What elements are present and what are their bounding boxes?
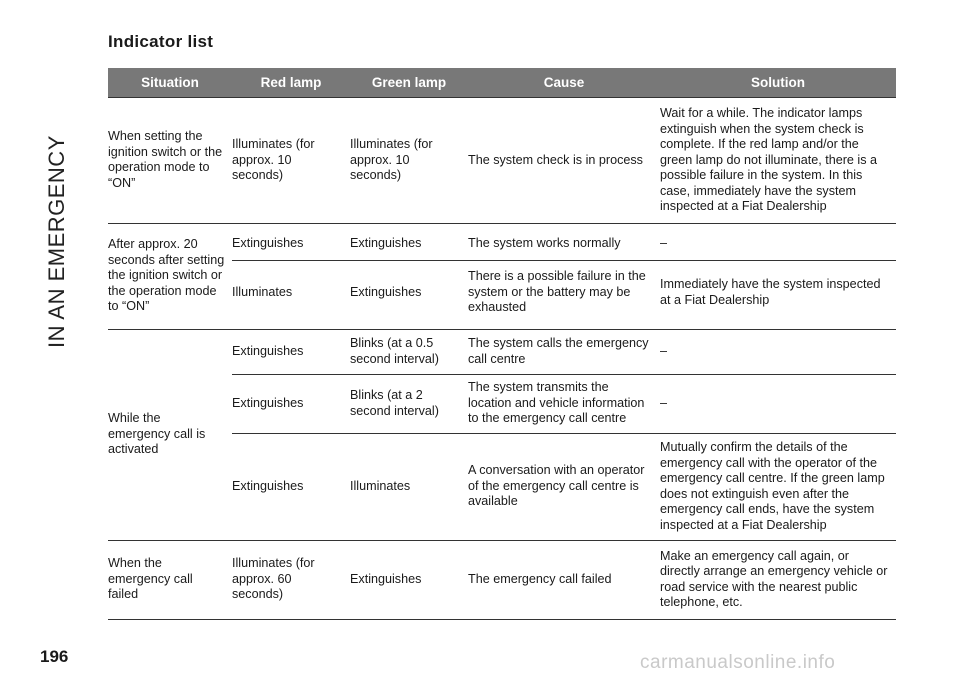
cell-red-lamp: Illuminates [232, 284, 293, 299]
cell-situation: When setting the ignition switch or the operation mode to “ON” [108, 129, 223, 190]
cell-solution: Wait for a while. The indicator lamps extinguish when the system check is complete. If the red lamp and/or the green lamp do not illuminate, there is a possible failure in the system. In this case, immediately have the system inspected at a Fiat Dealership [660, 106, 878, 213]
cell-cause: The system transmits the location and vehicle information to the emergency call centre [468, 380, 645, 426]
table-row [108, 541, 896, 620]
cell-situation: While the emergency call is activated [108, 411, 206, 457]
header-red-lamp: Red lamp [260, 75, 322, 90]
cell-red-lamp: Extinguishes [232, 478, 304, 493]
table-row-group [108, 224, 896, 330]
cell-solution: Immediately have the system inspected at a Fiat Dealership [660, 277, 881, 307]
cell-cause: The system works normally [468, 235, 621, 250]
cell-solution: – [660, 235, 668, 250]
cell-solution: Make an emergency call again, or directly arrange an emergency vehicle or road service with the nearest public telephone, etc. [660, 548, 888, 609]
cell-solution: – [660, 343, 668, 358]
cell-cause: A conversation with an operator of the emergency call centre is available [468, 463, 645, 509]
cell-solution: – [660, 395, 668, 410]
table-row-group [108, 330, 896, 541]
cell-situation: After approx. 20 seconds after setting the ignition switch or the operation mode to “ON” [108, 237, 225, 314]
cell-red-lamp: Extinguishes [232, 235, 304, 250]
cell-red-lamp: Extinguishes [232, 395, 304, 410]
page-title: Indicator list [108, 32, 214, 51]
cell-cause: The system check is in process [468, 152, 643, 167]
header-solution: Solution [751, 75, 805, 90]
cell-green-lamp: Illuminates (for approx. 10 seconds) [350, 137, 433, 182]
table-header [108, 68, 896, 98]
cell-green-lamp: Blinks (at a 0.5 second interval) [350, 336, 439, 366]
cell-red-lamp: Extinguishes [232, 343, 304, 358]
cell-green-lamp: Extinguishes [350, 284, 422, 299]
table-subrow [232, 434, 896, 540]
header-situation: Situation [141, 75, 199, 90]
cell-green-lamp: Extinguishes [350, 235, 422, 250]
table-row [108, 98, 896, 224]
table-subrow [232, 375, 896, 434]
section-side-title [40, 60, 84, 620]
cell-red-lamp: Illuminates (for approx. 10 seconds) [232, 137, 315, 182]
cell-situation: When the emergency call failed [108, 556, 193, 602]
cell-cause: The system calls the emergency call centre [468, 336, 649, 366]
cell-green-lamp: Illuminates [350, 478, 411, 493]
indicator-table [108, 68, 896, 620]
cell-cause: The emergency call failed [468, 571, 612, 586]
cell-solution: Mutually confirm the details of the emergency call with the operator of the emergency call centre. If the green lamp does not extinguish even after the emergency call ends, have the system inspected at a Fiat Dealership [660, 440, 885, 532]
section-label: IN AN EMERGENCY [44, 135, 69, 348]
cell-red-lamp: Illuminates (for approx. 60 seconds) [232, 556, 315, 602]
watermark: carmanualsonline.info [640, 652, 836, 673]
table-subrow [232, 330, 896, 375]
header-cause: Cause [543, 75, 585, 90]
cell-green-lamp: Blinks (at a 2 second interval) [350, 388, 439, 418]
header-green-lamp: Green lamp [371, 75, 447, 90]
page-number: 196 [40, 647, 69, 666]
cell-green-lamp: Extinguishes [350, 571, 422, 586]
table-subrow [232, 261, 896, 325]
cell-cause: There is a possible failure in the system or the battery may be exhausted [468, 269, 646, 315]
table-subrow [232, 228, 896, 261]
